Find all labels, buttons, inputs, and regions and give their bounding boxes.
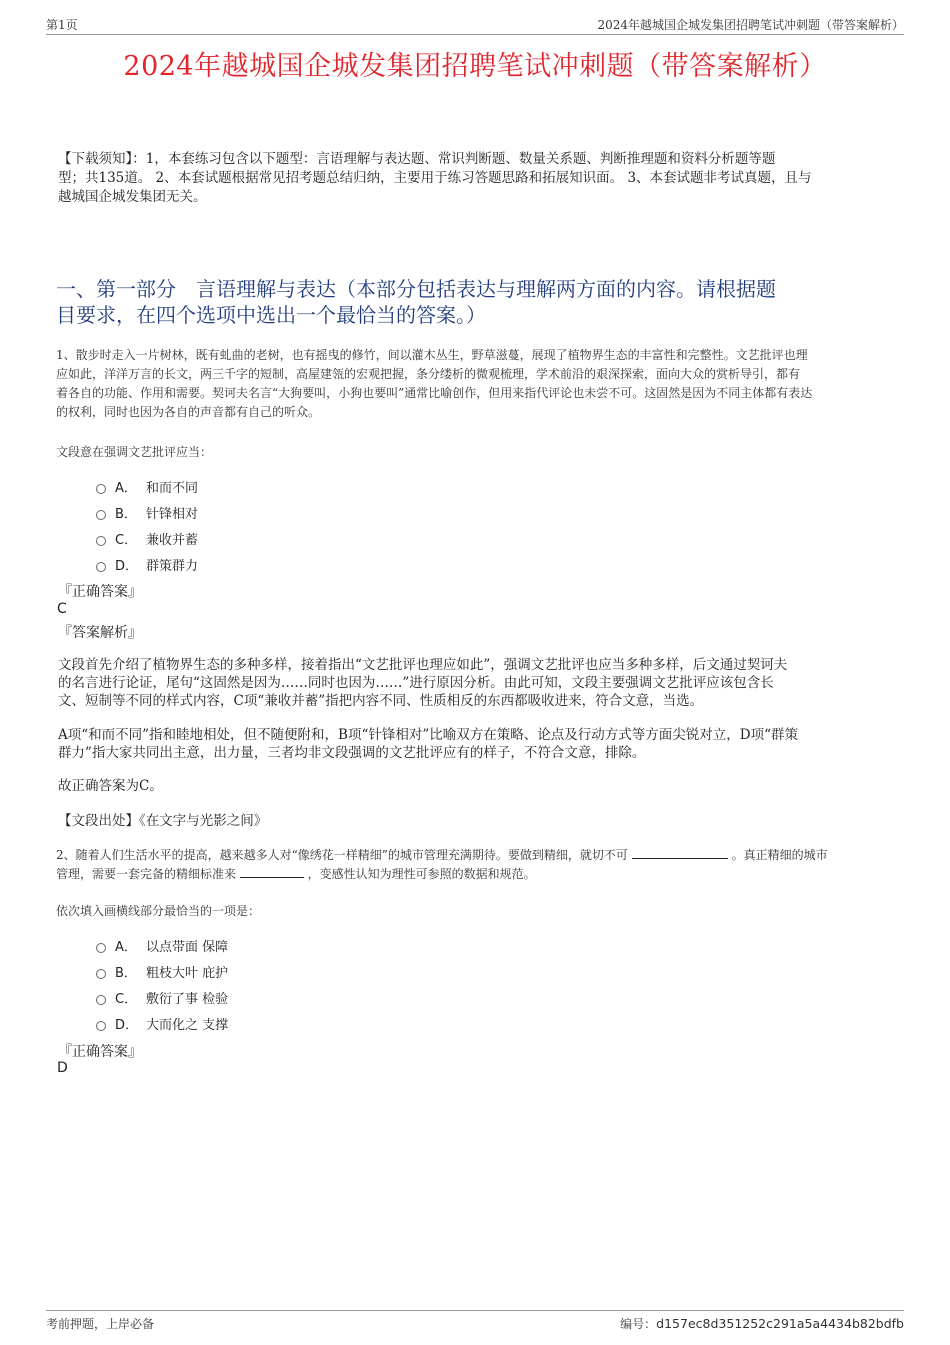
question-line: 着各自的功能、作用和需要。契诃夫名言“大狗要叫，小狗也要叫”通常比喻创作，但用来指代评论也未尝不可。这固然是因为不同主体都有表达 [56,386,813,400]
option-c[interactable] [96,984,228,1010]
radio-icon[interactable] [96,562,106,572]
option-letter: D． [115,558,139,574]
section-heading [56,276,896,328]
option-letter: A． [115,480,137,496]
blank-2 [240,865,304,878]
question-1-text [56,346,898,422]
option-c[interactable] [96,525,198,551]
radio-icon[interactable] [96,484,106,494]
radio-icon[interactable] [96,510,106,520]
radio-icon[interactable] [96,1021,106,1031]
document-title: 2024年越城国企城发集团招聘笔试冲刺题（带答案解析） [123,51,827,82]
option-text: 粗枝大叶 庇护 [146,965,229,981]
blank-1 [632,846,728,859]
question-segment: 管理，需要一套完备的精细标准来 [56,867,237,881]
option-d[interactable] [96,551,198,577]
question-line: 的权利，同时也因为各自的声音都有自己的听众。 [56,405,321,419]
radio-icon[interactable] [96,536,106,546]
radio-icon[interactable] [96,943,106,953]
notice-line: 越城国企城发集团无关。 [58,189,207,205]
analysis-line: 文段首先介绍了植物界生态的多种多样，接着指出“文艺批评也理应如此”，强调文艺批评也应当多种多样，后文通过契诃夫 [58,657,788,673]
option-a[interactable] [96,932,228,958]
section-heading-line: 目要求，在四个选项中选出一个最恰当的答案。） [56,303,486,327]
analysis-label: 『答案解析』 [58,625,142,641]
option-text: 敷衍了事 检验 [146,991,229,1007]
notice-line: 【下载须知】：1，本套练习包含以下题型：言语理解与表达题、常识判断题、数量关系题、判断推理题和资料分析题等题 [58,151,776,167]
option-text: 针锋相对 [146,506,199,522]
option-letter: C． [115,991,138,1007]
option-text: 大而化之 支撑 [146,1017,229,1033]
passage-source: 【文段出处】《在文字与光影之间》 [58,813,268,829]
option-letter: A． [115,939,137,955]
question-2-text [56,846,898,884]
correct-answer-value: D [57,1060,68,1076]
option-text: 和而不同 [146,480,199,496]
page-number: 第1页 [46,18,78,32]
question-line: 1、散步时走入一片树林，既有虬曲的老树，也有摇曳的修竹，间以灌木丛生，野草滋蔓，展现了植物界生态的丰富性和完整性。文艺批评也理 [56,348,808,362]
question-segment: 2、随着人们生活水平的提高，越来越多人对“像绣花一样精细”的城市管理充满期待。要做到精细，就切不可 [56,848,628,862]
option-b[interactable] [96,499,198,525]
header-doc-title: 2024年越城国企城发集团招聘笔试冲刺题（带答案解析） [597,18,904,32]
section-heading-line: 一、第一部分 言语理解与表达（本部分包括表达与理解两方面的内容。请根据题 [56,277,776,301]
radio-icon[interactable] [96,995,106,1005]
option-letter: D． [115,1017,139,1033]
download-notice [58,150,900,207]
page-footer [46,1310,904,1333]
correct-answer-label: 『正确答案』 [58,584,142,600]
option-text: 以点带面 保障 [146,939,229,955]
document-code [620,1315,904,1332]
option-letter: B． [115,506,137,522]
question-2-prompt: 依次填入画横线部分最恰当的一项是： [56,904,261,918]
question-segment: ，变感性认知为理性可参照的数据和规范。 [307,867,536,881]
page-header [46,14,904,35]
question-segment: 。真正精细的城市 [731,848,828,862]
option-letter: B． [115,965,137,981]
option-letter: C． [115,532,138,548]
footer-slogan: 考前押题，上岸必备 [46,1317,155,1331]
analysis-paragraph [58,726,888,762]
option-text: 兼收并蓄 [146,532,199,548]
analysis-paragraph [58,656,888,710]
analysis-line: 的名言进行论证，尾句“这固然是因为……同时也因为……”进行原因分析。由此可知，文段主要强调文艺批评应该包含长 [58,675,774,691]
option-a[interactable] [96,473,198,499]
radio-icon[interactable] [96,969,106,979]
analysis-line: A项“和而不同”指和睦地相处，但不随便附和，B项“针锋相对”比喻双方在策略、论点及行动方式等方面尖锐对立，D项“群策 [58,727,799,743]
code-label: 编号： [620,1317,657,1331]
question-1-prompt: 文段意在强调文艺批评应当： [56,445,213,459]
question-2-options [96,932,228,1036]
question-line [56,865,898,884]
correct-answer-value: C [57,601,67,617]
question-line [56,846,898,865]
option-b[interactable] [96,958,228,984]
option-d[interactable] [96,1010,228,1036]
option-text: 群策群力 [146,558,199,574]
notice-line: 型；共135道。 2、本套试题根据常见招考题总结归纳，主要用于练习答题思路和拓展知识面。 3、本套试题非考试真题，且与 [58,170,812,186]
code-value: d157ec8d351252c291a5a4434b82bdfb [656,1316,904,1331]
correct-answer-label: 『正确答案』 [58,1044,142,1060]
analysis-line: 文、短制等不同的样式内容，C项“兼收并蓄”指把内容不同、性质相反的东西都吸收进来，符合文意，当选。 [58,693,704,709]
question-line: 应如此，洋洋万言的长文，两三千字的短制，高屋建瓴的宏观把握，条分缕析的微观梳理，学术前沿的艰深探索，面向大众的赏析导引，都有 [56,367,801,381]
conclusion: 故正确答案为C。 [58,778,163,794]
analysis-line: 群力”指大家共同出主意，出力量，三者均非文段强调的文艺批评应有的样子，不符合文意，排除。 [58,745,646,761]
question-1-options [96,473,198,577]
